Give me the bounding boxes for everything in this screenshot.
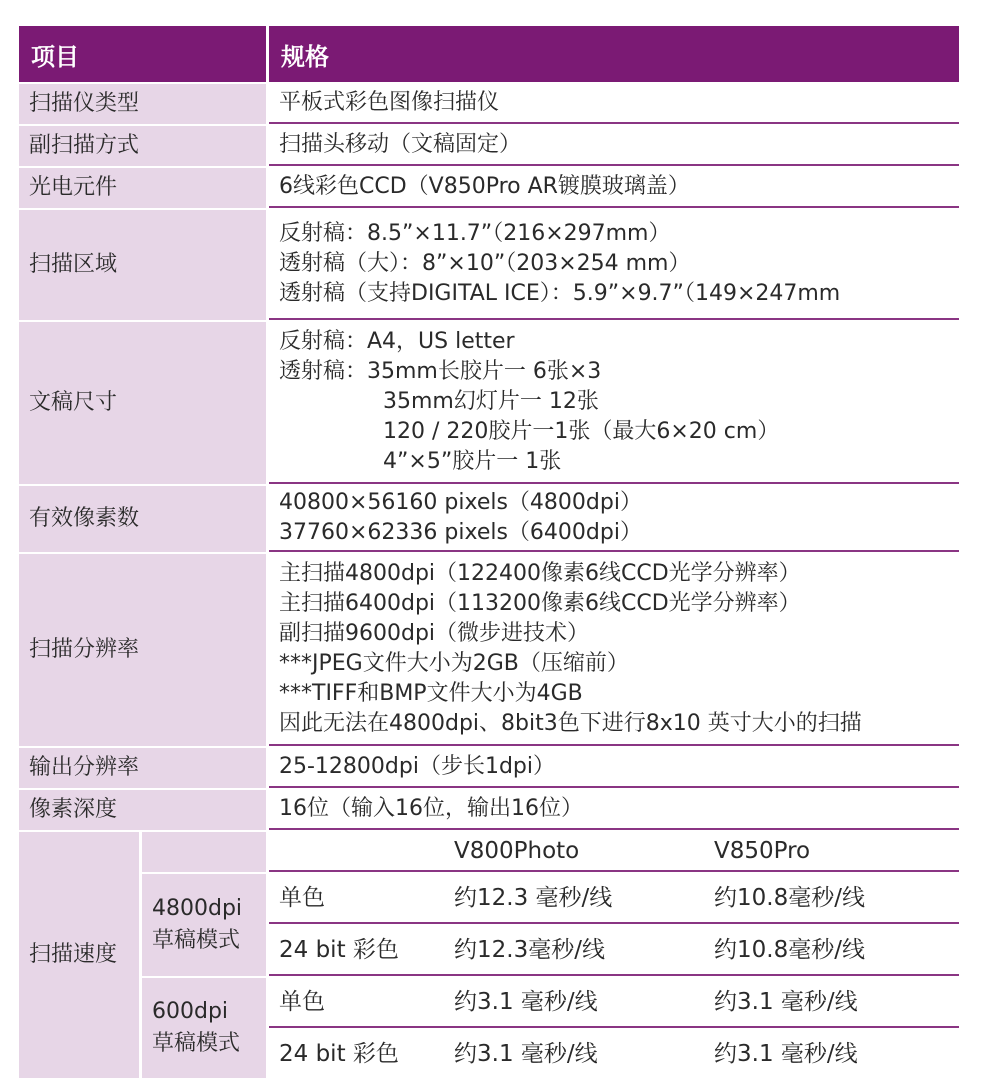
value-line: 反射稿：A4，US letter (279, 329, 515, 354)
mode-line: 草稿模式 (152, 928, 241, 953)
speed-v850-value: 约3.1 毫秒/线 (704, 978, 959, 1028)
speed-v800-value: 约3.1 毫秒/线 (444, 978, 704, 1028)
header-row (19, 26, 959, 82)
row-effective-pixels (19, 486, 959, 552)
speed-v850-value: 约10.8毫秒/线 (704, 874, 959, 924)
row-scan-resolution (19, 554, 959, 746)
row-label: 光电元件 (19, 168, 269, 208)
row-value (269, 84, 959, 124)
value-line: 4”×5”胶片一 1张 (383, 449, 562, 474)
speed-corner (142, 832, 269, 872)
row-label: 扫描区域 (19, 210, 269, 320)
value-line: 因此无法在4800dpi、8bit3色下进行8x10 英寸大小的扫描 (279, 711, 862, 736)
value-line: 37760×62336 pixels（6400dpi） (279, 520, 642, 545)
value-line: 6线彩色CCD（V850Pro AR镀膜玻璃盖） (279, 174, 690, 199)
row-value (269, 210, 959, 320)
speed-v800-value: 约12.3 毫秒/线 (444, 874, 704, 924)
mode-line: 600dpi (152, 999, 229, 1024)
row-value (269, 486, 959, 552)
row-value (269, 126, 959, 166)
speed-v850-value: 约10.8毫秒/线 (704, 926, 959, 976)
speed-color-type: 单色 (269, 978, 444, 1028)
speed-row (19, 978, 959, 1028)
value-line: 反射稿：8.5”×11.7”（216×297mm） (279, 221, 671, 246)
speed-type-header (269, 832, 444, 872)
speed-mode-600 (142, 978, 269, 1078)
row-sub-scan (19, 126, 959, 166)
row-label: 副扫描方式 (19, 126, 269, 166)
value-line: 平板式彩色图像扫描仪 (279, 90, 500, 115)
value-line: 16位（输入16位，输出16位） (279, 796, 583, 821)
header-spec: 规格 (269, 26, 959, 82)
value-line: 扫描头移动（文稿固定） (279, 132, 522, 157)
row-label: 扫描分辨率 (19, 554, 269, 746)
row-value (269, 790, 959, 830)
value-line: 透射稿（支持DIGITAL ICE）：5.9”×9.7”（149×247mm (279, 281, 841, 306)
spec-table (19, 24, 959, 1080)
row-label: 文稿尺寸 (19, 322, 269, 484)
header-item: 项目 (19, 26, 269, 82)
row-document-size (19, 322, 959, 484)
speed-color-type: 24 bit 彩色 (269, 1030, 444, 1078)
speed-mode-4800 (142, 874, 269, 976)
speed-v800-value: 约3.1 毫秒/线 (444, 1030, 704, 1078)
speed-row (19, 874, 959, 924)
mode-line: 4800dpi (152, 896, 243, 921)
row-scan-area (19, 210, 959, 320)
row-pixel-depth (19, 790, 959, 830)
value-line: 透射稿：35mm长胶片一 6张×3 (279, 359, 602, 384)
value-line: 透射稿（大）：8”×10”（203×254 mm） (279, 251, 691, 276)
speed-header-row (19, 832, 959, 872)
speed-color-type: 单色 (269, 874, 444, 924)
mode-line: 草稿模式 (152, 1031, 241, 1056)
row-label: 输出分辨率 (19, 748, 269, 788)
model-v800-header: V800Photo (444, 832, 704, 872)
value-line: 主扫描4800dpi（122400像素6线CCD光学分辨率） (279, 561, 801, 586)
row-output-resolution (19, 748, 959, 788)
speed-label: 扫描速度 (19, 832, 142, 1078)
row-value (269, 322, 959, 484)
row-label: 有效像素数 (19, 486, 269, 552)
row-value (269, 748, 959, 788)
row-label: 扫描仪类型 (19, 84, 269, 124)
row-sensor (19, 168, 959, 208)
speed-v850-value: 约3.1 毫秒/线 (704, 1030, 959, 1078)
row-scanner-type (19, 84, 959, 124)
value-line: ***JPEG文件大小为2GB（压缩前） (279, 651, 629, 676)
value-line: 25-12800dpi（步长1dpi） (279, 754, 555, 779)
row-label: 像素深度 (19, 790, 269, 830)
model-v850-header: V850Pro (704, 832, 959, 872)
value-line: 副扫描9600dpi（微步进技术） (279, 621, 590, 646)
value-line: 主扫描6400dpi（113200像素6线CCD光学分辨率） (279, 591, 801, 616)
value-line: 35mm幻灯片一 12张 (383, 389, 599, 414)
speed-v800-value: 约12.3毫秒/线 (444, 926, 704, 976)
value-line: ***TIFF和BMP文件大小为4GB (279, 681, 583, 706)
speed-color-type: 24 bit 彩色 (269, 926, 444, 976)
row-value (269, 168, 959, 208)
row-value (269, 554, 959, 746)
value-line: 120 / 220胶片一1张（最大6×20 cm） (383, 419, 780, 444)
value-line: 40800×56160 pixels（4800dpi） (279, 490, 642, 515)
